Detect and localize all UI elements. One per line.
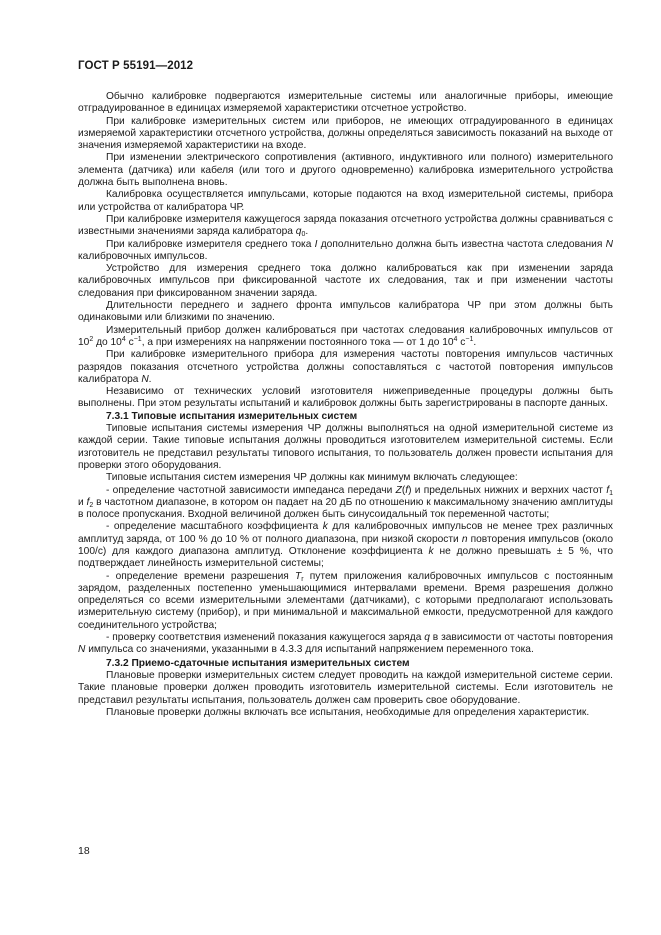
document-header: ГОСТ Р 55191—2012 xyxy=(78,60,194,72)
paragraph: При изменении электрического сопротивления (активного, индуктивного или полного) измерительного элемента (датчика) или кабеля (или того и другого одновременно) калибровка измерительного устройства должна быть выполнена вновь. xyxy=(78,152,613,189)
document-body xyxy=(78,91,613,719)
page-number: 18 xyxy=(78,845,90,857)
paragraph: Независимо от технических условий изготовителя нижеприведенные процедуры должны быть выполнены. При этом результаты испытаний и калибровок должны быть зарегистрированы в паспорте данных. xyxy=(78,386,613,410)
paragraph: Длительности переднего и заднего фронта импульсов калибратора ЧР при этом должны быть одинаковыми или близкими по значению. xyxy=(78,300,613,324)
section-heading: 7.3.1 Типовые испытания измерительных систем xyxy=(106,410,358,422)
paragraph: Измерительный прибор должен калиброваться при частотах следования калибровочных импульсов от $10^2$ до $10^4$ $с^{-1}$, а при измерениях на напряжении постоянного тока — от 1 до $10^4$ $с^{-1}$. xyxy=(78,324,613,348)
paragraph: - проверку соответствия изменений показания кажущегося заряда q в зависимости от частоты повторения N импульса со значениями, указанными в 4.3.3 для испытаний напряжением переменного тока. xyxy=(78,632,613,656)
paragraph: - определение времени разрешения $T_r$ путем приложения калибровочных импульсов с постоянным зарядом, разделенных постепенно уменьшающимися интервалами времени. Время разрешения должно определяться со всеми измерительными элементами (датчиками), с которыми предполагают использовать измерительную систему (прибор), и при минимальной и максимальной емкости, предусмотренной для каждого соединительного устройства; xyxy=(78,570,613,631)
paragraph: Типовые испытания системы измерения ЧР должны выполняться на одной измерительной системе из каждой серии. Такие типовые испытания должны проводиться изготовителем измерительной системы. Если изготовитель не представил результаты типового испытания, то пользователь должен провести испытания для проверки этого оборудования. xyxy=(78,423,613,471)
paragraph: При калибровке измерителя кажущегося заряда показания отсчетного устройства должны сравниваться с известными значениями заряда калибратора $q_0$. xyxy=(78,213,613,239)
paragraph: При калибровке измерительных систем или приборов, не имеющих отградуированного в единицах измеряемой характеристики отсчетного устройства, должны определяться зависимость показаний на выходе от значения измеряемой характеристики на входе. xyxy=(78,115,613,152)
paragraph: - определение частотной зависимости импеданса передачи Z(f) и предельных нижних и верхних частот $f_1$ и $f_2$ в частотном диапазоне, в котором он падает на 20 дБ по отношению к максимальному значению амплитуды в полосе пропускания. Входной величиной должен быть синусоидальный ток переменной частоты; xyxy=(78,484,613,521)
paragraph: При калибровке измерителя среднего тока I дополнительно должна быть известна частота следования N калибровочных импульсов. xyxy=(78,238,613,262)
paragraph: Плановые проверки измерительных систем следует проводить на каждой измерительной системе серии. Такие плановые проверки должен проводить изготовитель измерительной системы. Если изготовитель не представил результаты испытания, пользователь должен сам проверить свое оборудование. xyxy=(78,669,613,706)
paragraph: Типовые испытания систем измерения ЧР должны как минимум включать следующее: xyxy=(106,472,518,484)
paragraph: При калибровке измерительного прибора для измерения частоты повторения импульсов частичных разрядов показания отсчетного устройства должны сопоставляться с частотой повторения импульсов калибратора N. xyxy=(78,349,613,385)
section-heading: 7.3.2 Приемо-сдаточные испытания измерительных систем xyxy=(106,657,410,669)
paragraph: Устройство для измерения среднего тока должно калиброваться как при изменении заряда калибровочных импульсов при фиксированной частоте их следования, так и при изменении частоты следования при фиксированном значении заряда. xyxy=(78,263,613,299)
paragraph: Калибровка осуществляется импульсами, которые подаются на вход измерительной системы, прибора или устройства от калибратора ЧР. xyxy=(78,189,613,213)
paragraph: Обычно калибровке подвергаются измерительные системы или аналогичные приборы, имеющие отградуированное в единицах измеряемой характеристики отсчетное устройство. xyxy=(78,91,613,115)
paragraph: - определение масштабного коэффициента k для калибровочных импульсов не менее трех различных амплитуд заряда, от 100 % до 10 % от полного диапазона, при низкой скорости n повторения импульсов (около 100/с) для каждого диапазона амплитуд. Отклонение коэффициента k не должно превышать ± 5 %, что подтверждает линейность измерительной системы; xyxy=(78,521,614,570)
paragraph: Плановые проверки должны включать все испытания, необходимые для определения характеристик. xyxy=(106,706,590,718)
